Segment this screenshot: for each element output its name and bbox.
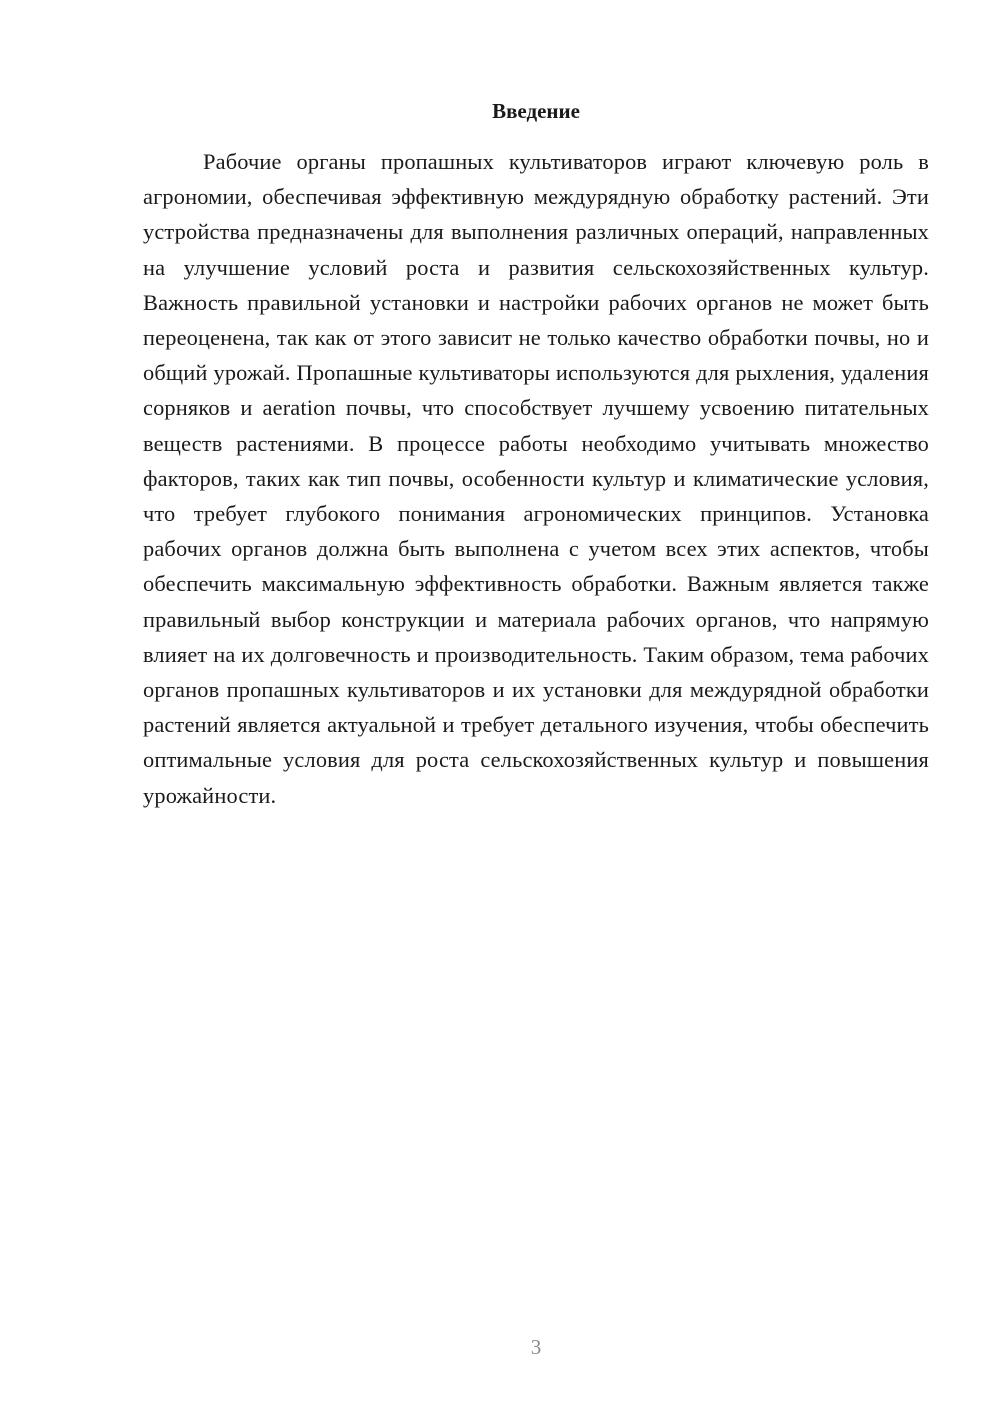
introduction-paragraph: Рабочие органы пропашных культиваторов играют ключевую роль в агрономии, обеспечивая эффективную междурядную обработку растений. Эти устройства предназначены для выполнения различных операций, направленных на улучшение условий роста и развития сельскохозяйственных культур. Важность правильной установки и настройки рабочих органов не может быть переоценена, так как от этого зависит не только качество обработки почвы, но и общий урожай. Пропашные культиваторы используются для рыхления, удаления сорняков и aeration почвы, что способствует лучшему усвоению питательных веществ растениями. В процессе работы необходимо учитывать множество факторов, таких как тип почвы, особенности культур и климатические условия, что требует глубокого понимания агрономических принципов. Установка рабочих органов должна быть выполнена с учетом всех этих аспектов, чтобы обеспечить максимальную эффективность обработки. Важным является также правильный выбор конструкции и материала рабочих органов, что напрямую влияет на их долговечность и производительность. Таким образом, тема рабочих органов пропашных культиваторов и их установки для междурядной обработки растений является актуальной и требует детального изучения, чтобы обеспечить оптимальные условия для роста сельскохозяйственных культур и повышения урожайности. (143, 149, 929, 808)
section-heading: Введение (492, 99, 580, 123)
page-number: 3 (530, 1335, 542, 1359)
